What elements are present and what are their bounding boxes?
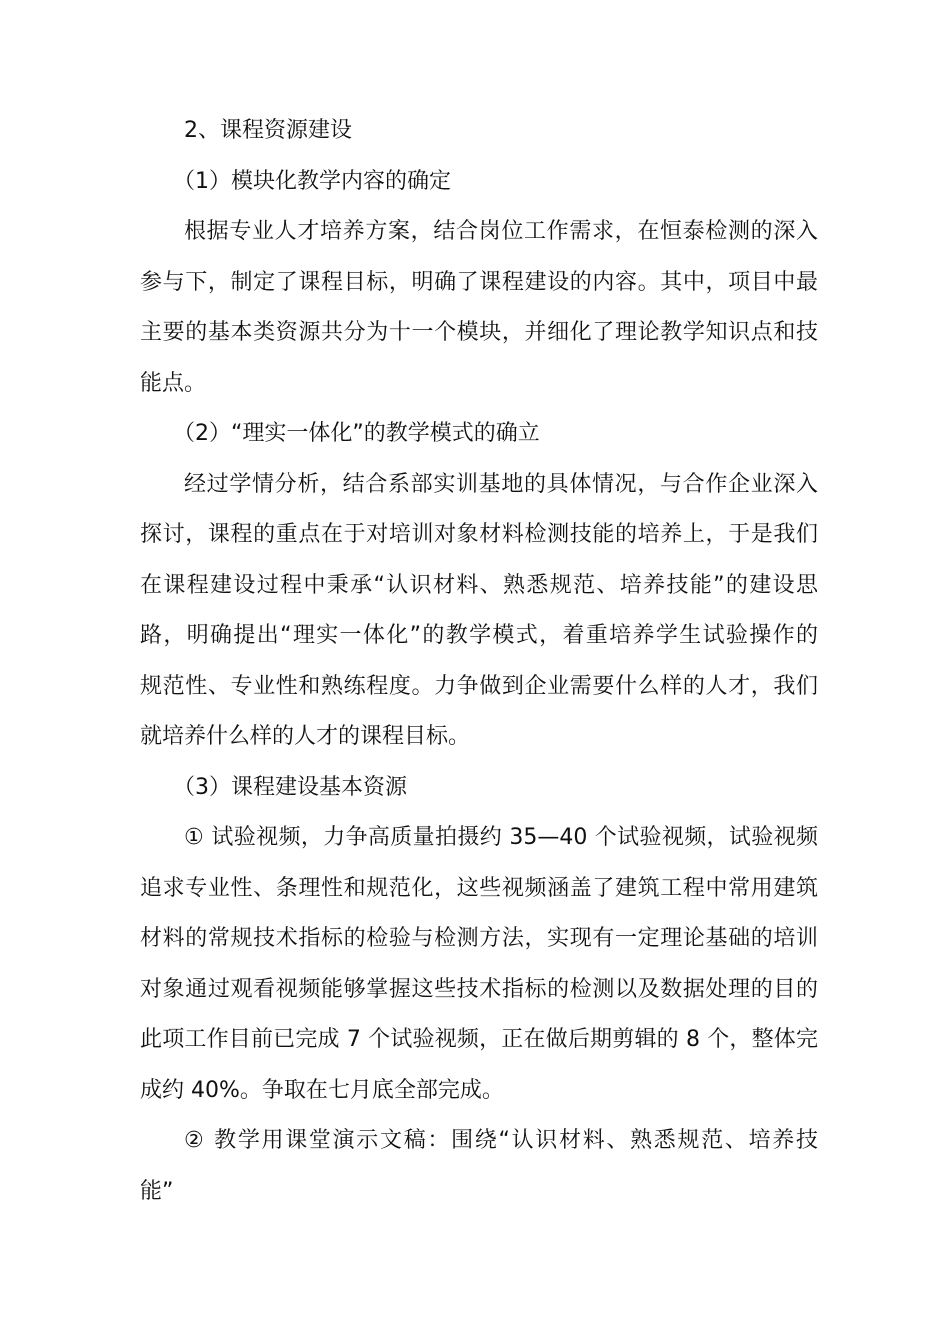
- paragraph-line: ① 试验视频，力争高质量拍摄约 35—40 个试验视频，试验视频: [184, 825, 818, 850]
- paragraph-line: ② 教学用课堂演示文稿：围绕“认识材料、熟悉规范、培养技: [184, 1128, 818, 1153]
- paragraph-line: 就培养什么样的人才的课程目标。: [140, 724, 471, 749]
- subsection-1-title: （1）模块化教学内容的确定: [173, 168, 451, 194]
- paragraph-line: 经过学情分析，结合系部实训基地的具体情况，与合作企业深入: [184, 471, 818, 497]
- paragraph-line: 材料的常规技术指标的检验与检测方法，实现有一定理论基础的培训: [140, 926, 818, 951]
- paragraph-line: 此项工作目前已完成 7 个试验视频，正在做后期剪辑的 8 个，整体完: [140, 1027, 818, 1052]
- paragraph-line: 对象通过观看视频能够掌握这些技术指标的检测以及数据处理的目的: [140, 976, 818, 1002]
- paragraph-line: 规范性、专业性和熟练程度。力争做到企业需要什么样的人才，我们: [140, 673, 818, 699]
- paragraph-line: 追求专业性、条理性和规范化，这些视频涵盖了建筑工程中常用建筑: [140, 875, 818, 901]
- paragraph-line: 能点。: [140, 370, 207, 396]
- paragraph-line: 参与下，制定了课程目标，明确了课程建设的内容。其中，项目中最: [140, 269, 818, 295]
- subsection-3-title: （3）课程建设基本资源: [173, 774, 407, 800]
- paragraph-line: 探讨，课程的重点在于对培训对象材料检测技能的培养上，于是我们: [140, 522, 818, 547]
- paragraph-line: 能”: [140, 1178, 174, 1204]
- paragraph-line: 成约 40%。争取在七月底全部完成。: [140, 1077, 504, 1103]
- paragraph-line: 在课程建设过程中秉承“认识材料、熟悉规范、培养技能”的建设思: [140, 572, 818, 598]
- document-body: [140, 106, 818, 1217]
- section-title: 2、课程资源建设: [184, 118, 352, 143]
- paragraph-line: 根据专业人才培养方案，结合岗位工作需求，在恒泰检测的深入: [184, 219, 818, 244]
- paragraph-line: 路，明确提出“理实一体化”的教学模式，着重培养学生试验操作的: [140, 623, 818, 648]
- paragraph-line: 主要的基本类资源共分为十一个模块，并细化了理论教学知识点和技: [140, 320, 818, 345]
- subsection-2-title: （2）“理实一体化”的教学模式的确立: [173, 421, 540, 446]
